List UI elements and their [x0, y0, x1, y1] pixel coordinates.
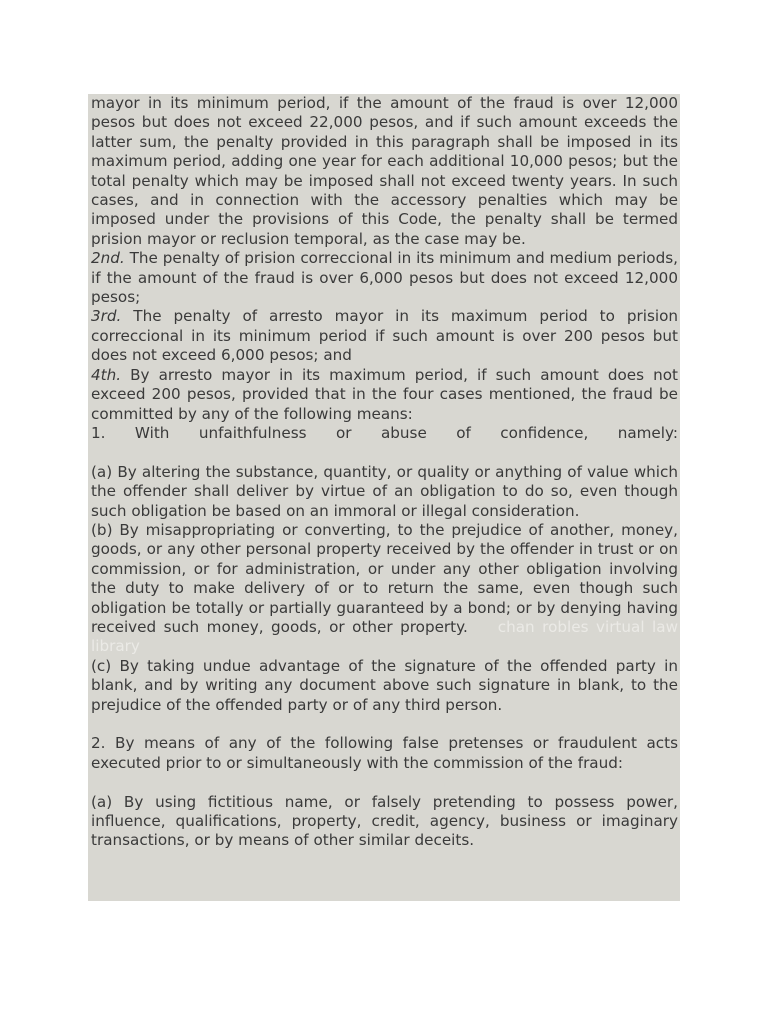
item-1a: (a) By altering the substance, quantity, or quality or anything of value which the offender shall deliver by virtue of an obligation to do so, even though such obligation be based on an immoral or illegal consideration. — [91, 462, 678, 520]
item-1-heading: 1. With unfaithfulness or abuse of confidence, namely: — [91, 423, 678, 442]
label-4th: 4th. — [91, 365, 122, 384]
item-1c: (c) By taking undue advantage of the signature of the offended party in blank, and by writing any document above such signature in blank, to the prejudice of the offended party or of any third person. — [91, 656, 678, 714]
text-2nd: The penalty of prision correccional in its minimum and medium periods, if the amount of the fraud is over 6,000 pesos but does not exceed 12,000 pesos; — [91, 249, 678, 307]
paragraph-3rd — [91, 307, 678, 365]
paragraph-2nd — [91, 249, 678, 307]
watermark-text: chan robles virtual law library — [91, 617, 678, 656]
label-2nd: 2nd. — [91, 249, 125, 268]
law-text-block — [88, 94, 680, 901]
item-2a: (a) By using fictitious name, or falsely pretending to possess power, influence, qualifications, property, credit, agency, business or imaginary transactions, or by means of other similar deceits. — [91, 792, 678, 850]
paragraph-4th — [91, 366, 678, 424]
item-1b-text: (b) By misappropriating or converting, to the prejudice of another, money, goods, or any other personal property received by the offender in trust or on commission, or for administration, or under any other obligation involving the duty to make delivery of or to return the same, even though such obligation be totally or partially guaranteed by a bond; or by denying having received such money, goods, or other property. — [91, 520, 678, 636]
paragraph-penalty-first: mayor in its minimum period, if the amount of the fraud is over 12,000 pesos but does not exceed 22,000 pesos, and if such amount exceeds the latter sum, the penalty provided in this paragraph shall be imposed in its maximum period, adding one year for each additional 10,000 pesos; but the total penalty which may be imposed shall not exceed twenty years. In such cases, and in connection with the accessory penalties which may be imposed under the provisions of this Code, the penalty shall be termed prision mayor or reclusion temporal, as the case may be. — [91, 94, 678, 248]
item-2-heading: 2. By means of any of the following false pretenses or fraudulent acts executed prior to or simultaneously with the commission of the fraud: — [91, 734, 678, 772]
text-3rd: The penalty of arresto mayor in its maximum period to prision correccional in its minimum period if such amount is over 200 pesos but does not exceed 6,000 pesos; and — [91, 307, 678, 365]
item-1b — [91, 521, 678, 657]
spacer — [91, 443, 678, 462]
spacer — [91, 773, 678, 792]
spacer — [91, 715, 678, 734]
label-3rd: 3rd. — [91, 307, 122, 326]
text-4th: By arresto mayor in its maximum period, if such amount does not exceed 200 pesos, provided that in the four cases mentioned, the fraud be committed by any of the following means: — [91, 365, 678, 423]
